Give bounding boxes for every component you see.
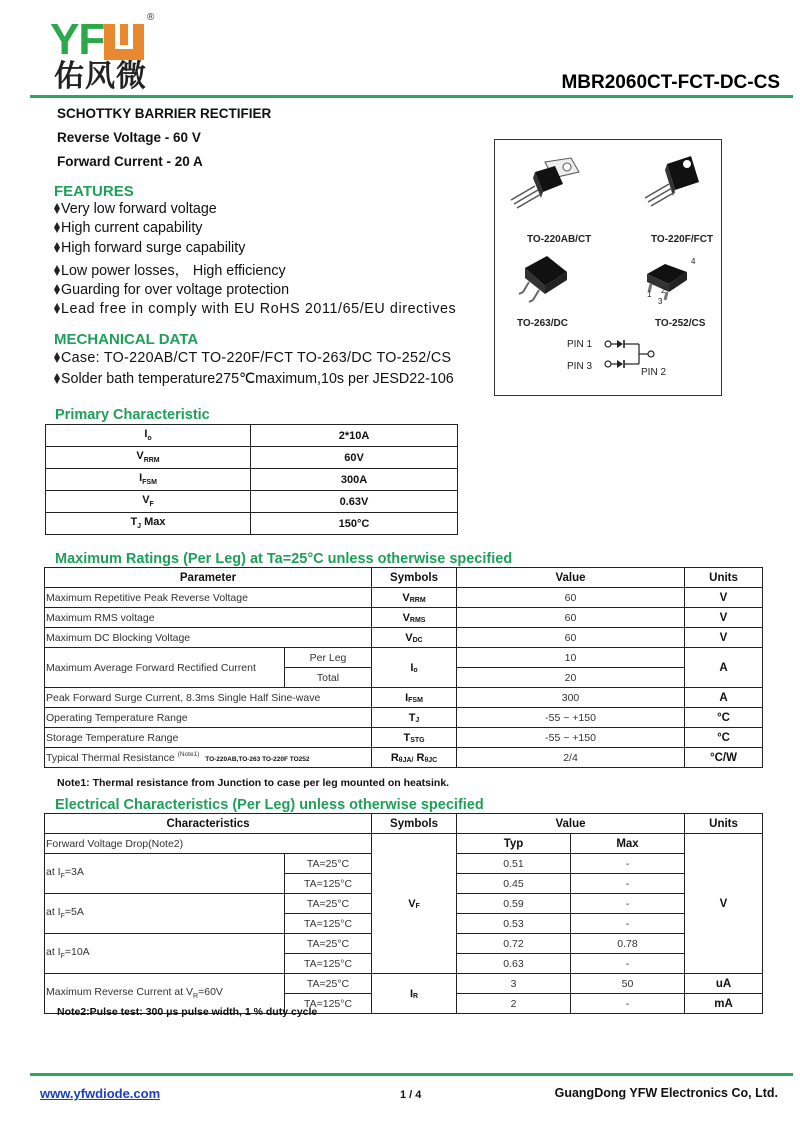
feature-item: Lead free in comply with EU RoHS 2011/65/EU directives bbox=[54, 301, 456, 317]
table-row: Typical Thermal Resistance $^{(Note1)}$ TO-220AB,TO-263 TO-220F TO252 $R_{\theta JA/}$ $R_{\theta JC}$ 2/4 °C/W bbox=[45, 748, 763, 768]
header-divider bbox=[30, 95, 793, 98]
electrical-table bbox=[44, 813, 763, 1014]
to252-package-icon bbox=[641, 260, 701, 308]
table-header-row: Parameter Symbols Value Units bbox=[45, 568, 763, 588]
features-heading: FEATURES bbox=[54, 183, 134, 200]
package-label: TO-220AB/CT bbox=[527, 234, 592, 245]
pin-number: 4 bbox=[691, 257, 696, 266]
primary-characteristic-heading: Primary Characteristic bbox=[55, 407, 210, 423]
table-row: $V_{RRM}$ 60V bbox=[46, 447, 458, 469]
table-row: TA=125°C 0.63 - bbox=[45, 954, 763, 974]
package-label: TO-263/DC bbox=[517, 318, 568, 329]
mechanical-heading: MECHANICAL DATA bbox=[54, 331, 199, 348]
to220f-package-icon bbox=[635, 150, 715, 215]
pin-label: PIN 3 bbox=[567, 361, 593, 372]
product-type: SCHOTTKY BARRIER RECTIFIER bbox=[57, 106, 272, 121]
diamond-bullet-icon bbox=[54, 284, 60, 295]
diamond-bullet-icon bbox=[54, 352, 60, 363]
forward-current: Forward Current - 20 A bbox=[57, 154, 203, 169]
pin-number: 1 bbox=[647, 290, 652, 299]
table-row: Maximum RMS voltage $V_{RMS}$ 60 V bbox=[45, 608, 763, 628]
diode-pin-schematic-icon bbox=[603, 336, 673, 372]
table-row: $I_{FSM}$ 300A bbox=[46, 469, 458, 491]
diamond-bullet-icon bbox=[54, 222, 60, 233]
footer-divider bbox=[30, 1073, 793, 1076]
website-link[interactable]: www.yfwdiode.com bbox=[40, 1086, 161, 1101]
table-row: TA=125°C 0.53 - bbox=[45, 914, 763, 934]
pin-label: PIN 1 bbox=[567, 339, 593, 350]
to220ab-package-icon bbox=[505, 154, 585, 214]
feature-item: Low power losses， High efficiency bbox=[54, 260, 286, 280]
table-row: Maximum Repetitive Peak Reverse Voltage $V_{RRM}$ 60 V bbox=[45, 588, 763, 608]
table-row: Total 20 bbox=[45, 668, 763, 688]
feature-item: Guarding for over voltage protection bbox=[54, 282, 289, 298]
registered-mark: ® bbox=[147, 12, 155, 23]
feature-item: High forward surge capability bbox=[54, 240, 245, 256]
table-row: $T_J$ Max 150°C bbox=[46, 513, 458, 535]
table-row: $I_o$ 2*10A bbox=[46, 425, 458, 447]
feature-item: High current capability bbox=[54, 220, 202, 236]
table-row: at $I_F=3A$ TA=25°C 0.51 - bbox=[45, 854, 763, 874]
table-row: Maximum Average Forward Rectified Current Per Leg $I_o$ 10 A bbox=[45, 648, 763, 668]
table-row: TA=125°C 0.45 - bbox=[45, 874, 763, 894]
to263-package-icon bbox=[517, 252, 587, 312]
pin-label: PIN 2 bbox=[641, 367, 667, 378]
table-row: TA=125°C 2 - mA bbox=[45, 994, 763, 1014]
logo-u-mark-icon bbox=[104, 24, 144, 60]
table-row: at $I_F=5A$ TA=25°C 0.59 - bbox=[45, 894, 763, 914]
mechanical-item: Case: TO-220AB/CT TO-220F/FCT TO-263/DC TO-252/CS bbox=[54, 350, 451, 366]
table-row: $V_F$ 0.63V bbox=[46, 491, 458, 513]
max-ratings-table bbox=[44, 567, 763, 768]
primary-characteristic-table bbox=[45, 424, 458, 535]
pin-number: 2 bbox=[661, 286, 666, 295]
package-label: TO-220F/FCT bbox=[651, 234, 714, 245]
diamond-bullet-icon bbox=[54, 203, 60, 214]
table-row: Operating Temperature Range $T_J$ -55 ~ +150 °C bbox=[45, 708, 763, 728]
logo-letters: YF bbox=[50, 15, 105, 64]
page-number: 1 / 4 bbox=[400, 1089, 422, 1101]
diamond-bullet-icon bbox=[54, 373, 60, 384]
logo-chinese-name: 佑风微 bbox=[54, 59, 147, 94]
mechanical-item: Solder bath temperature275℃maximum,10s per JESD22-106 bbox=[54, 371, 454, 387]
diamond-bullet-icon bbox=[54, 303, 60, 314]
company-logo bbox=[50, 12, 170, 94]
part-number-title: MBR2060CT-FCT-DC-CS bbox=[561, 72, 780, 93]
diamond-bullet-icon bbox=[54, 242, 60, 253]
package-label: TO-252/CS bbox=[655, 318, 706, 329]
feature-item: Very low forward voltage bbox=[54, 201, 217, 217]
table-row: Forward Voltage Drop(Note2) $V_F$ Typ Max V bbox=[45, 834, 763, 854]
package-outline-box bbox=[494, 139, 722, 396]
table-header-row: Characteristics Symbols Value Units bbox=[45, 814, 763, 834]
table-row: at $I_F=10A$ TA=25°C 0.72 0.78 bbox=[45, 934, 763, 954]
table-row: Storage Temperature Range $T_{STG}$ -55 ~ +150 °C bbox=[45, 728, 763, 748]
reverse-voltage: Reverse Voltage - 60 V bbox=[57, 130, 201, 145]
note-2: Note2:Pulse test: 300 μs pulse width, 1 % duty cycle bbox=[57, 1006, 318, 1018]
table-row: Maximum Reverse Current at $V_R=60V$ TA=25°C $I_R$ 3 50 uA bbox=[45, 974, 763, 994]
company-name: GuangDong YFW Electronics Co, Ltd. bbox=[554, 1086, 778, 1100]
table-row: Peak Forward Surge Current, 8.3ms Single Half Sine-wave $I_{FSM}$ 300 A bbox=[45, 688, 763, 708]
diamond-bullet-icon bbox=[54, 265, 60, 276]
pin-number: 3 bbox=[658, 297, 663, 306]
max-ratings-heading: Maximum Ratings (Per Leg) at Ta=25°C unless otherwise specified bbox=[55, 551, 513, 567]
electrical-heading: Electrical Characteristics (Per Leg) unless otherwise specified bbox=[55, 797, 484, 813]
table-row: Maximum DC Blocking Voltage $V_{DC}$ 60 V bbox=[45, 628, 763, 648]
note-1: Note1: Thermal resistance from Junction to case per leg mounted on heatsink. bbox=[57, 777, 450, 789]
